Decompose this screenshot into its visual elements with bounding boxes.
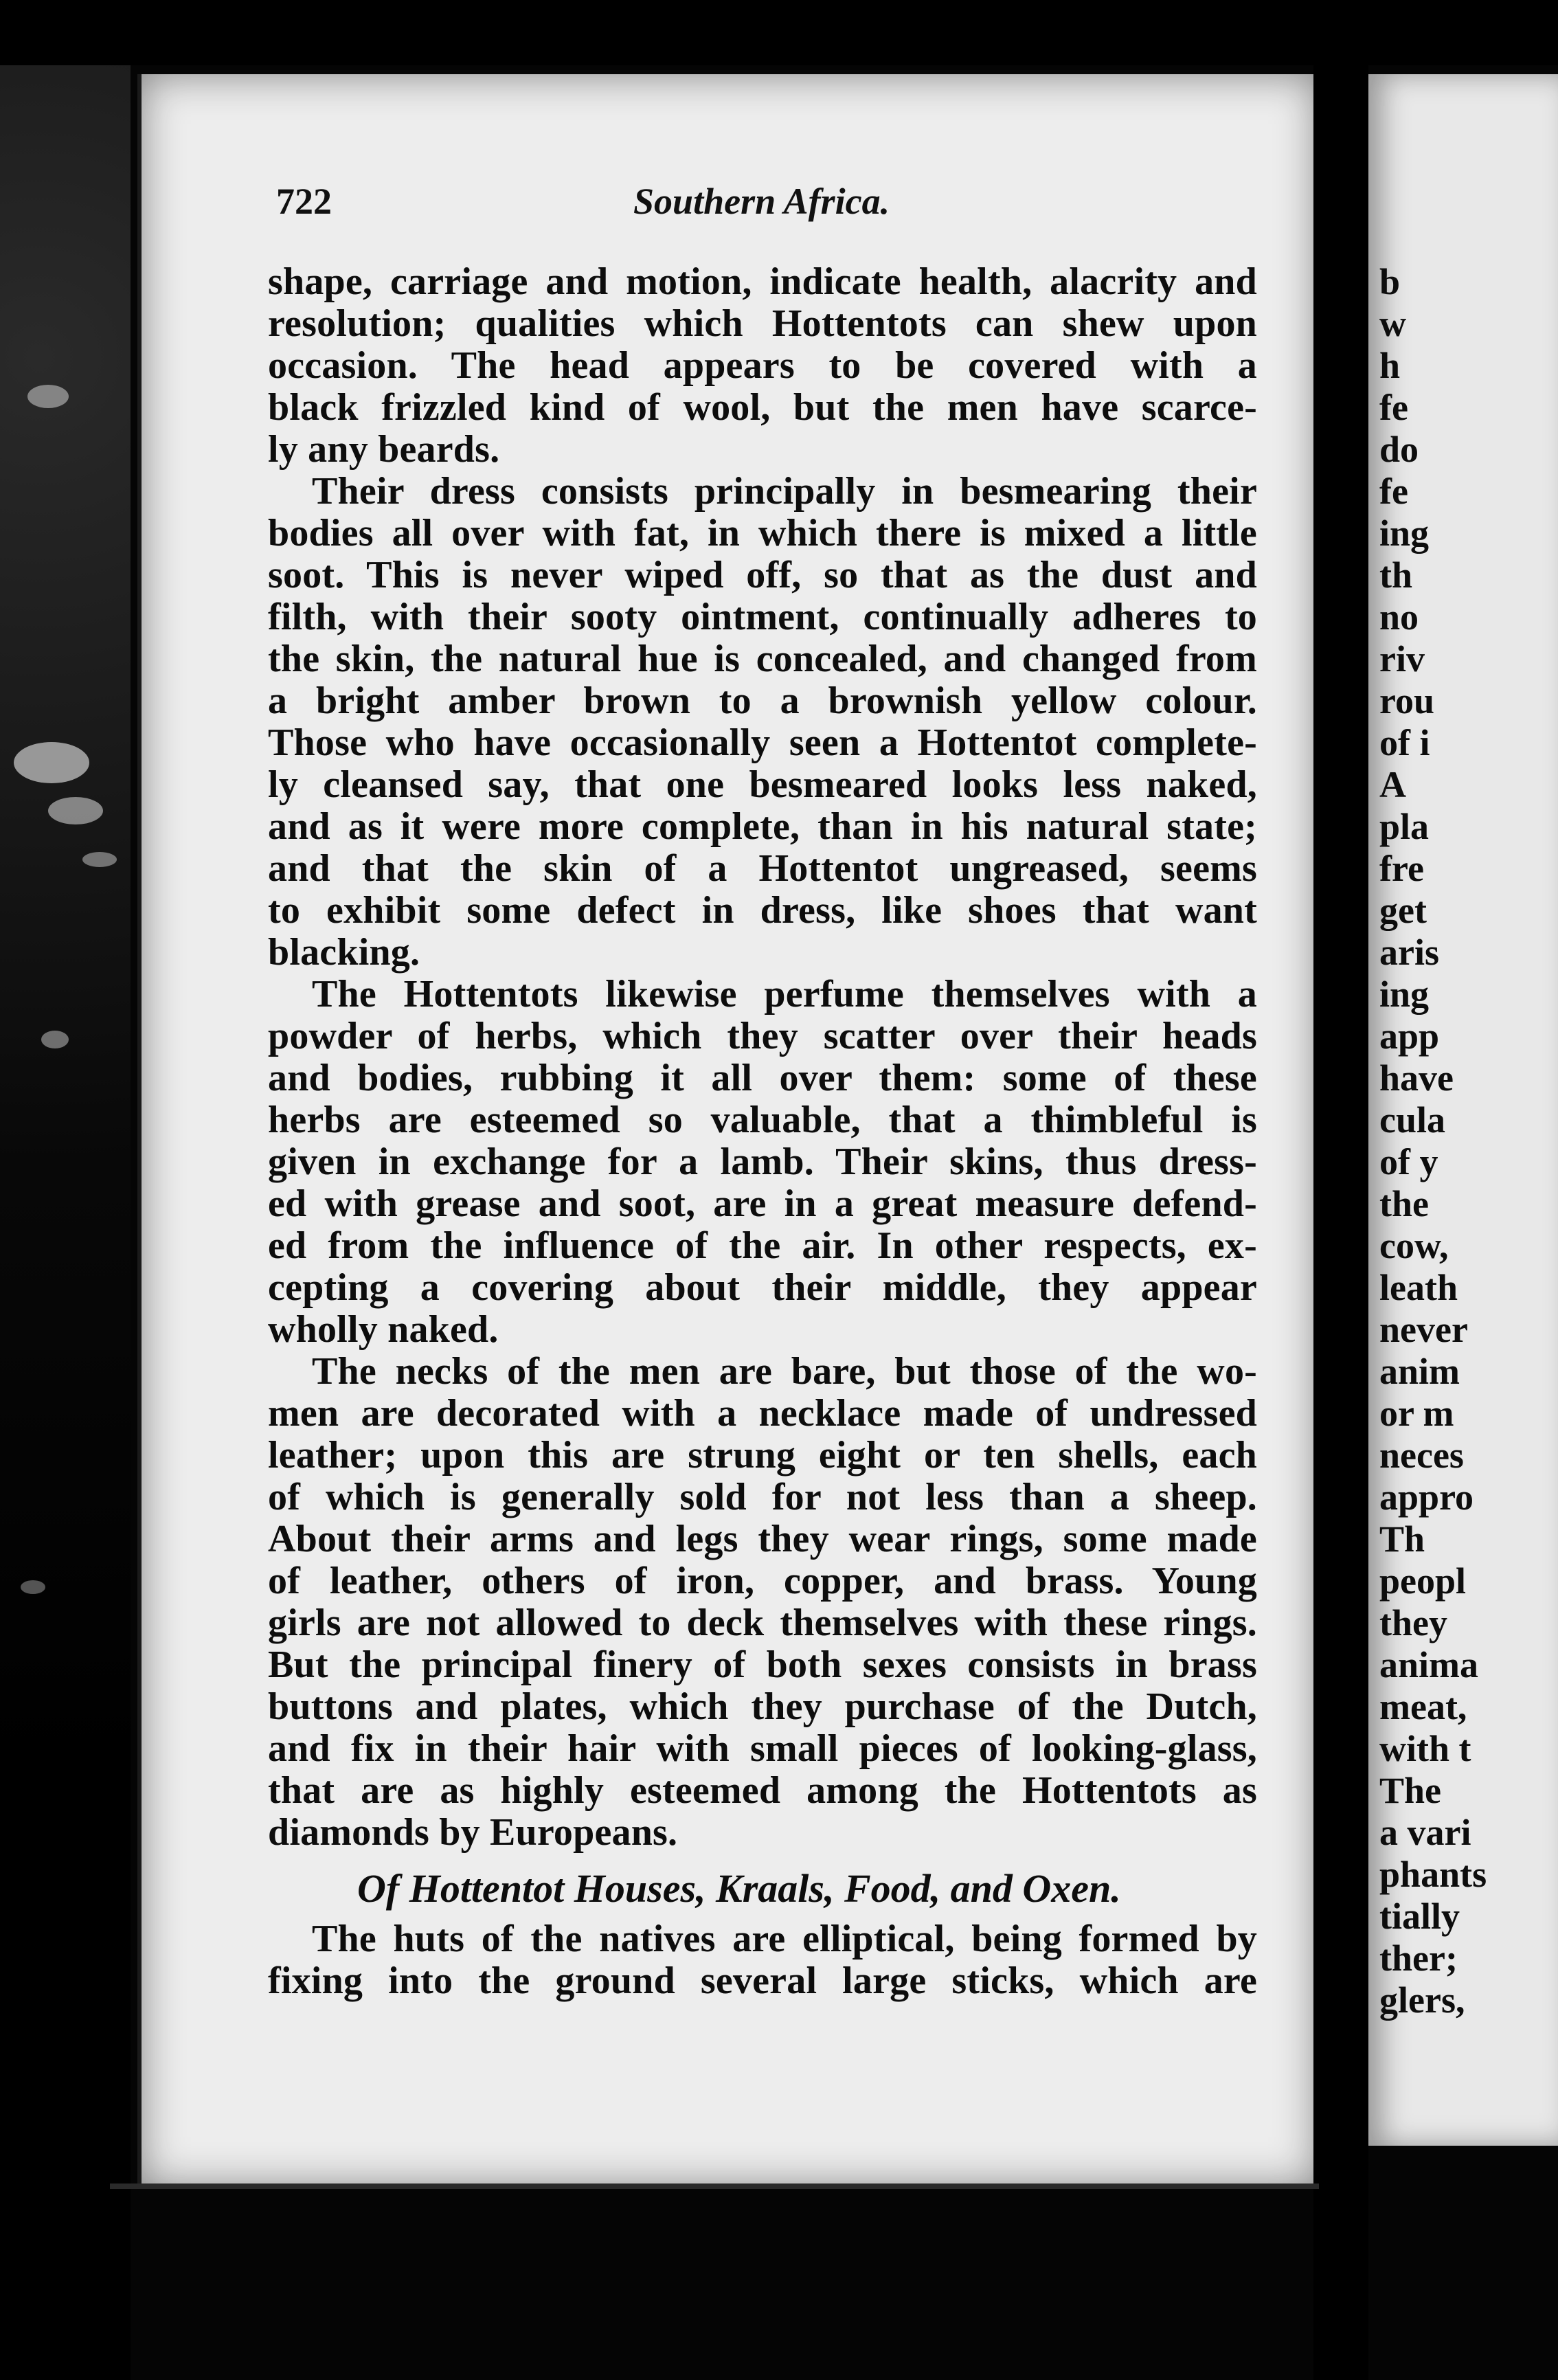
text-line: But the principal finery of both sexes consists in brass [268, 1643, 1257, 1686]
text-line: given in exchange for a lamb. Their skins, thus dress- [268, 1141, 1257, 1183]
facing-page-line-fragment: or m [1379, 1393, 1454, 1434]
scan-speck [14, 742, 89, 783]
page-gutter [1313, 0, 1368, 2380]
facing-page-line-fragment: ing [1379, 974, 1430, 1015]
facing-page-line-fragment: of y [1379, 1141, 1438, 1182]
facing-page-line-fragment: meat, [1379, 1686, 1467, 1727]
facing-page-line-fragment: phants [1379, 1854, 1487, 1895]
running-head [276, 180, 1252, 235]
facing-page-line-fragment: a vari [1379, 1812, 1471, 1853]
facing-page-line-fragment: anim [1379, 1351, 1460, 1392]
text-line: black frizzled kind of wool, but the men have scarce- [268, 386, 1257, 429]
facing-page-line-fragment: fe [1379, 471, 1408, 512]
facing-page-line-fragment: have [1379, 1057, 1454, 1099]
facing-page-line-fragment: ther; [1379, 1938, 1458, 1979]
section-heading: Of Hottentot Houses, Kraals, Food, and Oxen. [357, 1866, 1121, 1911]
facing-page-line-fragment: anima [1379, 1644, 1479, 1685]
text-line: girls are not allowed to deck themselves with these rings. [268, 1602, 1257, 1644]
text-line: that are as highly esteemed among the Hottentots as [268, 1769, 1257, 1812]
page-bottom-edge [110, 2183, 1319, 2189]
text-line: to exhibit some defect in dress, like shoes that want [268, 889, 1257, 932]
facing-page-line-fragment: peopl [1379, 1560, 1467, 1602]
facing-page-line-fragment: neces [1379, 1435, 1464, 1476]
facing-page-line-fragment: no [1379, 596, 1419, 638]
text-line: and that the skin of a Hottentot ungreased, seems [268, 847, 1257, 890]
facing-page-line-fragment: the [1379, 1183, 1429, 1224]
facing-page-line-fragment: they [1379, 1602, 1447, 1643]
text-line: fixing into the ground several large sticks, which are [268, 1960, 1257, 2002]
text-line: ly cleansed say, that one besmeared looks less naked, [268, 763, 1257, 806]
facing-page-line-fragment: pla [1379, 806, 1430, 847]
text-line: filth, with their sooty ointment, continually adheres to [268, 596, 1257, 638]
scan-speck [48, 797, 103, 824]
text-line: the skin, the natural hue is concealed, and changed from [268, 638, 1257, 680]
facing-page-line-fragment: A [1379, 764, 1406, 805]
facing-page-line-fragment: cula [1379, 1099, 1446, 1141]
text-line: of leather, others of iron, copper, and brass. Young [268, 1560, 1257, 1602]
facing-page-line-fragment: ing [1379, 513, 1430, 554]
text-line: cepting a covering about their middle, they appear [268, 1266, 1257, 1309]
facing-page-line-fragment: do [1379, 429, 1419, 470]
facing-page-line-fragment: glers, [1379, 1979, 1465, 2021]
text-line: powder of herbs, which they scatter over their heads [268, 1015, 1257, 1057]
facing-page-line-fragment: appro [1379, 1477, 1474, 1518]
facing-page-line-fragment: fe [1379, 387, 1408, 428]
text-line: shape, carriage and motion, indicate health, alacrity and [268, 260, 1257, 303]
text-line: ly any beards. [268, 428, 500, 471]
scan-speck [41, 1031, 69, 1048]
facing-page-line-fragment: app [1379, 1015, 1440, 1057]
text-line: Those who have occasionally seen a Hottentot complete- [268, 721, 1257, 764]
text-line: men are decorated with a necklace made of undressed [268, 1392, 1257, 1435]
text-line: soot. This is never wiped off, so that as the dust and [268, 554, 1257, 596]
facing-page-line-fragment: aris [1379, 932, 1439, 973]
page-number: 722 [276, 181, 332, 222]
text-line: Their dress consists principally in besmearing their [312, 470, 1257, 513]
facing-page-line-fragment: w [1379, 303, 1406, 344]
text-line: and bodies, rubbing it all over them: some of these [268, 1057, 1257, 1099]
facing-page-line-fragment: tially [1379, 1896, 1460, 1937]
facing-page-line-fragment: with t [1379, 1728, 1471, 1769]
text-line: a bright amber brown to a brownish yellow colour. [268, 680, 1257, 722]
text-line: ed with grease and soot, are in a great measure defend- [268, 1182, 1257, 1225]
running-title: Southern Africa. [633, 181, 890, 222]
text-line: buttons and plates, which they purchase of the Dutch, [268, 1685, 1257, 1728]
facing-page-line-fragment: b [1379, 261, 1401, 302]
facing-page-line-fragment: never [1379, 1309, 1468, 1350]
text-line: bodies all over with fat, in which there is mixed a little [268, 512, 1257, 554]
text-line: resolution; qualities which Hottentots can shew upon [268, 302, 1257, 345]
text-line: wholly naked. [268, 1308, 499, 1351]
body-text [268, 261, 1257, 2002]
text-line: The Hottentots likewise perfume themselves with a [312, 973, 1257, 1015]
facing-page-line-fragment: Th [1379, 1518, 1425, 1560]
text-line: leather; upon this are strung eight or ten shells, each [268, 1434, 1257, 1477]
scan-speck [82, 852, 117, 867]
facing-page-line-fragment: cow, [1379, 1225, 1449, 1266]
facing-page-line-fragment: riv [1379, 638, 1425, 680]
text-line: blacking. [268, 931, 420, 974]
scan-speck [27, 385, 69, 408]
text-line: and fix in their hair with small pieces of looking-glass, [268, 1727, 1257, 1770]
facing-page-line-fragment: of i [1379, 722, 1430, 763]
facing-page-line-fragment: The [1379, 1770, 1442, 1811]
text-line: herbs are esteemed so valuable, that a thimbleful is [268, 1099, 1257, 1141]
facing-page-line-fragment: get [1379, 890, 1427, 931]
text-line: About their arms and legs they wear rings, some made [268, 1518, 1257, 1560]
text-line: and as it were more complete, than in his natural state; [268, 805, 1257, 848]
text-line: diamonds by Europeans. [268, 1811, 678, 1854]
text-line: ed from the influence of the air. In other respects, ex- [268, 1224, 1257, 1267]
scan-speck [21, 1580, 45, 1594]
text-line: The necks of the men are bare, but those of the wo- [312, 1350, 1257, 1393]
facing-page-line-fragment: th [1379, 554, 1413, 596]
facing-page-line-fragment: leath [1379, 1267, 1458, 1308]
text-line: The huts of the natives are elliptical, being formed by [312, 1918, 1257, 1960]
facing-page-line-fragment: fre [1379, 848, 1424, 889]
film-margin-left [0, 0, 131, 2380]
facing-page-line-fragment: h [1379, 345, 1401, 386]
facing-page-line-fragment: rou [1379, 680, 1435, 721]
text-line: occasion. The head appears to be covered with a [268, 344, 1257, 387]
text-line: of which is generally sold for not less than a sheep. [268, 1476, 1257, 1518]
facing-page-text [1379, 261, 1558, 2021]
